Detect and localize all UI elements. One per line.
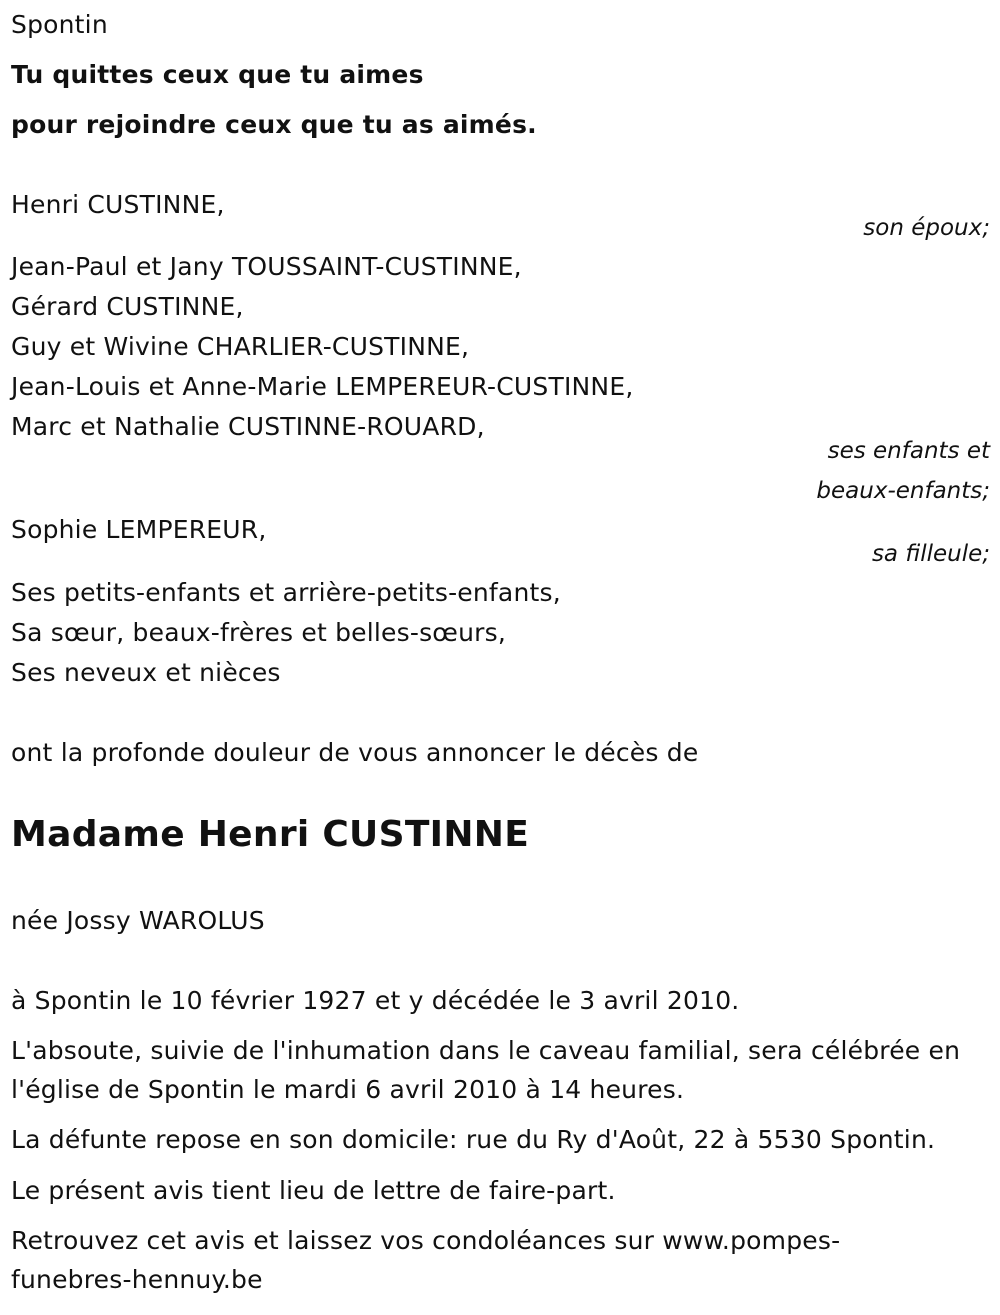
children-role-line-1: ses enfants et bbox=[827, 438, 990, 464]
condolences-line-2: funebres-hennuy.be bbox=[11, 1265, 263, 1294]
goddaughter-name: Sophie LEMPEREUR, bbox=[11, 515, 267, 544]
funeral-info-line-2: l'église de Spontin le mardi 6 avril 2010 à 14 heures. bbox=[11, 1075, 685, 1104]
condolences-line-1: Retrouvez cet avis et laissez vos condoléances sur www.pompes- bbox=[11, 1226, 841, 1255]
child-line-4: Jean-Louis et Anne-Marie LEMPEREUR-CUSTINNE, bbox=[11, 372, 634, 401]
child-line-5: Marc et Nathalie CUSTINNE-ROUARD, bbox=[11, 412, 485, 441]
relatives-line-3: Ses neveux et nièces bbox=[11, 658, 281, 687]
birth-death-dates: à Spontin le 10 février 1927 et y décédée le 3 avril 2010. bbox=[11, 986, 740, 1015]
repose-info: La défunte repose en son domicile: rue du Ry d'Août, 22 à 5530 Spontin. bbox=[11, 1125, 936, 1154]
children-role-line-2: beaux-enfants; bbox=[816, 478, 990, 504]
maiden-name: née Jossy WAROLUS bbox=[11, 906, 265, 935]
epigraph-line-2: pour rejoindre ceux que tu as aimés. bbox=[11, 110, 537, 139]
faire-part-notice: Le présent avis tient lieu de lettre de faire-part. bbox=[11, 1176, 616, 1205]
child-line-2: Gérard CUSTINNE, bbox=[11, 292, 244, 321]
spouse-name: Henri CUSTINNE, bbox=[11, 190, 225, 219]
goddaughter-role: sa filleule; bbox=[871, 541, 990, 567]
funeral-info-line-1: L'absoute, suivie de l'inhumation dans le caveau familial, sera célébrée en bbox=[11, 1036, 961, 1065]
spouse-role: son époux; bbox=[863, 215, 990, 241]
epigraph-line-1: Tu quittes ceux que tu aimes bbox=[11, 60, 424, 89]
child-line-1: Jean-Paul et Jany TOUSSAINT-CUSTINNE, bbox=[11, 252, 522, 281]
relatives-line-1: Ses petits-enfants et arrière-petits-enfants, bbox=[11, 578, 561, 607]
deceased-name: Madame Henri CUSTINNE bbox=[11, 814, 530, 855]
announcement-text: ont la profonde douleur de vous annoncer le décès de bbox=[11, 738, 699, 767]
relatives-line-2: Sa sœur, beaux-frères et belles-sœurs, bbox=[11, 618, 506, 647]
location-header: Spontin bbox=[11, 10, 108, 39]
child-line-3: Guy et Wivine CHARLIER-CUSTINNE, bbox=[11, 332, 470, 361]
